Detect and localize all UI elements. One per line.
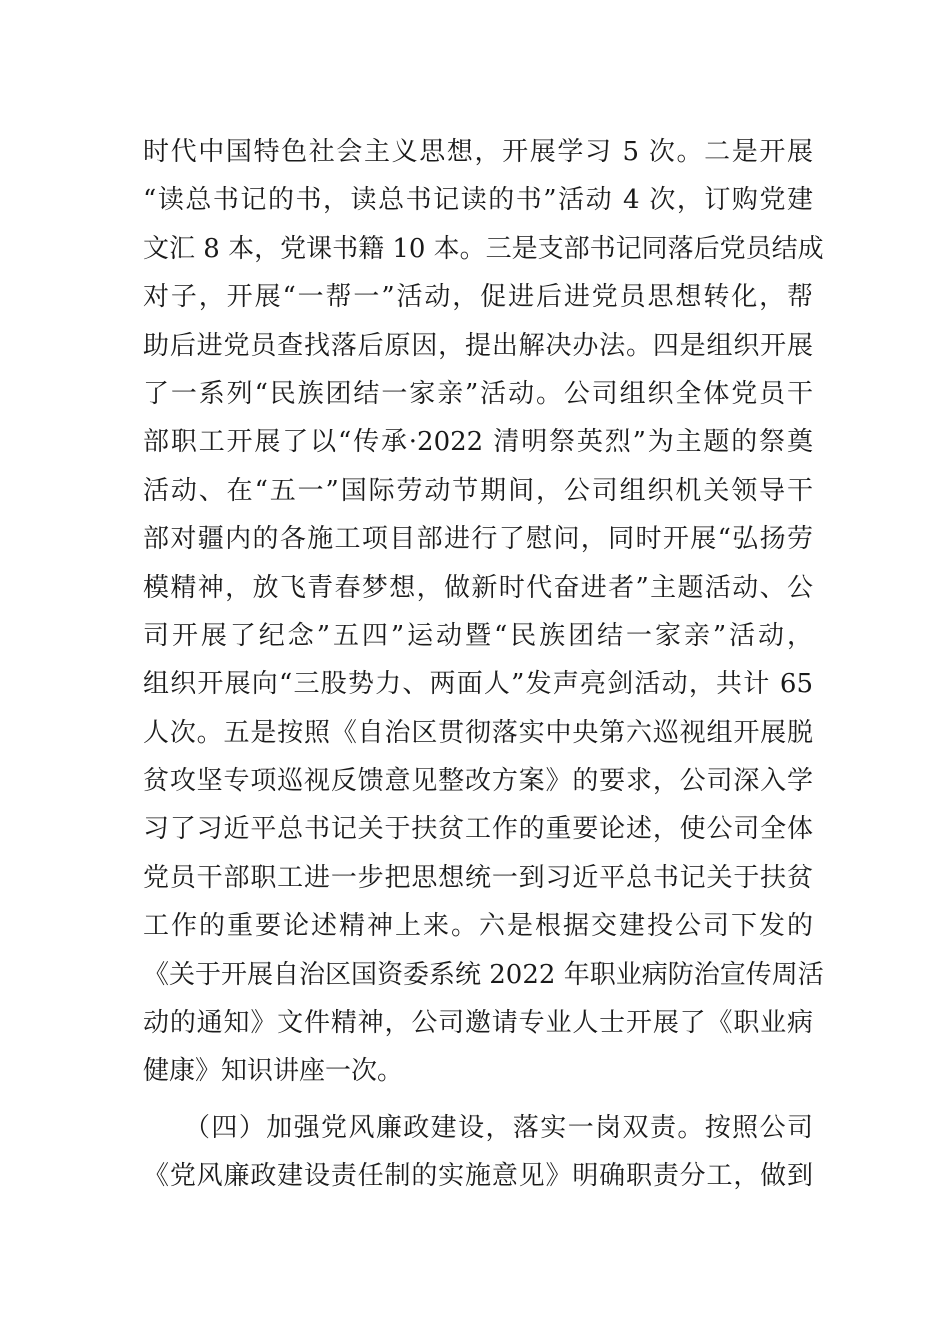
text-line: （四）加强党风廉政建设，落实一岗双责。按照公司 (184, 1112, 813, 1143)
paragraph-activities (143, 128, 824, 1096)
text-line: 部对疆内的各施工项目部进行了慰问，同时开展“弘扬劳 (143, 524, 813, 555)
text-line: 健康》知识讲座一次。 (143, 1056, 404, 1087)
text-line: 《党风廉政建设责任制的实施意见》明确职责分工，做到 (143, 1161, 813, 1192)
text-line: 《关于开展自治区国资委系统 2022 年职业病防治宣传周活 (143, 959, 824, 990)
text-line: 对子，开展“一帮一”活动，促进后进党员思想转化，帮 (143, 282, 813, 313)
text-line: 活动、在“五一”国际劳动节期间，公司组织机关领导干 (143, 475, 813, 506)
text-line: 党员干部职工进一步把思想统一到习近平总书记关于扶贫 (143, 862, 813, 893)
text-line: 模精神，放飞青春梦想，做新时代奋进者”主题活动、公 (143, 572, 813, 603)
text-line: 部职工开展了以“传承·2022 清明祭英烈”为主题的祭奠 (143, 427, 813, 458)
text-line: 人次。五是按照《自治区贯彻落实中央第六巡视组开展脱 (143, 717, 813, 748)
text-line: 司开展了纪念”五四”运动暨“民族团结一家亲”活动， (143, 620, 813, 651)
text-line: 组织开展向“三股势力、两面人”发声亮剑活动，共计 65 (143, 669, 813, 700)
text-line: 工作的重要论述精神上来。六是根据交建投公司下发的 (143, 911, 813, 942)
text-line: 动的通知》文件精神，公司邀请专业人士开展了《职业病 (143, 1008, 813, 1039)
text-line: “读总书记的书，读总书记读的书”活动 4 次，订购党建 (143, 185, 813, 216)
document-body (143, 128, 824, 1201)
text-line: 时代中国特色社会主义思想，开展学习 5 次。二是开展 (143, 137, 813, 167)
paragraph-integrity (143, 1104, 813, 1201)
text-line: 助后进党员查找落后原因，提出解决办法。四是组织开展 (143, 330, 813, 361)
text-line: 习了习近平总书记关于扶贫工作的重要论述，使公司全体 (143, 814, 813, 845)
paragraph-spacer (143, 1096, 813, 1104)
text-line: 文汇 8 本，党课书籍 10 本。三是支部书记同落后党员结成 (143, 233, 824, 264)
text-line: 贫攻坚专项巡视反馈意见整改方案》的要求，公司深入学 (143, 766, 813, 797)
text-line: 了一系列“民族团结一家亲”活动。公司组织全体党员干 (143, 378, 813, 409)
